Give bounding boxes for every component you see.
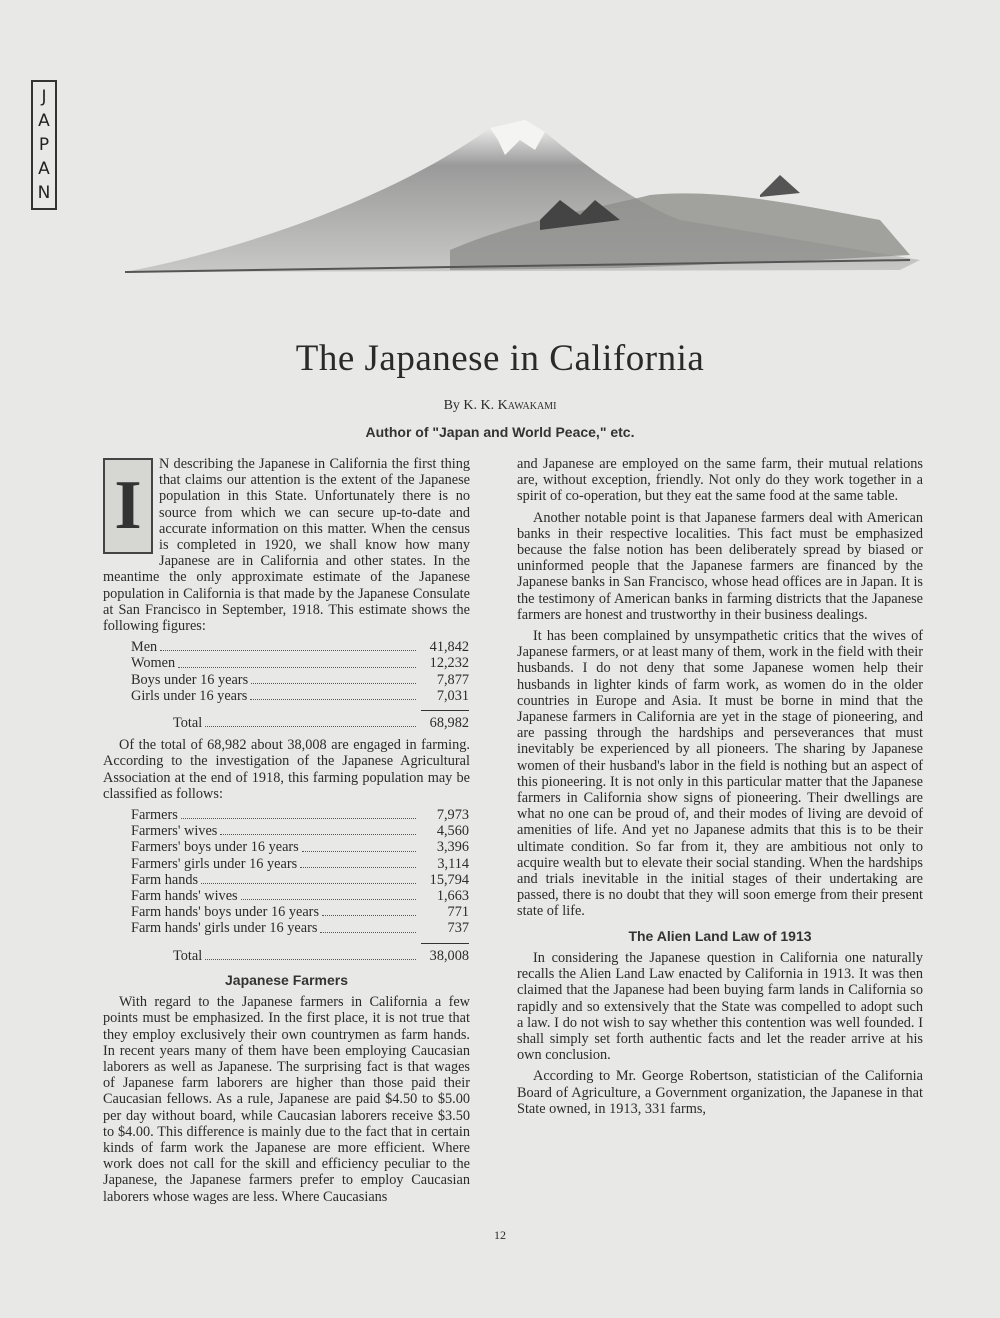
dot-leader <box>322 904 416 916</box>
dot-leader <box>201 872 416 884</box>
population-table <box>103 639 470 731</box>
dot-leader <box>205 948 416 960</box>
dot-leader <box>205 715 416 727</box>
row-label: Farm hands' girls under 16 years <box>131 920 318 937</box>
row-value: 41,842 <box>429 639 469 656</box>
label-letter: N <box>37 183 51 203</box>
dot-leader <box>320 920 416 932</box>
table-row <box>131 655 469 671</box>
byline-prefix: By K. K. <box>443 398 495 413</box>
dot-leader <box>181 807 416 819</box>
table-row <box>131 872 469 888</box>
row-label: Boys under 16 years <box>131 671 249 688</box>
table-row <box>131 904 469 920</box>
row-value: 38,008 <box>429 947 469 964</box>
row-value: 7,973 <box>436 807 469 824</box>
paragraph: With regard to the Japanese farmers in California a few points must be emphasized. In the first place, it is not true that they employ exclusively their own countrymen as farm hands. In recent years many of them have been employing Caucasian laborers as well as Japanese. The surprising fact is that wages of Japanese farm laborers are higher than those paid their Caucasian fellows. As a rule, Japanese are paid $4.50 to $5.00 per day without board, while Caucasian laborers receive $3.50 to $4.00. This difference is mainly due to the fact that in certain kinds of farm work the Japanese are more efficient. Where work does not call for the skill and efficiency peculiar to the Japanese, the Japanese farmers prefer to employ Caucasian laborers whose wages are less. Where Caucasians <box>103 994 470 1205</box>
sum-rule <box>421 943 469 944</box>
table-row <box>131 920 469 936</box>
row-value: 7,031 <box>436 687 469 704</box>
dot-leader <box>302 839 416 851</box>
row-value: 771 <box>447 904 469 921</box>
table-row <box>131 807 469 823</box>
row-value: 7,877 <box>436 671 469 688</box>
row-value: 1,663 <box>436 888 469 905</box>
label-letter: A <box>38 111 50 131</box>
row-label: Women <box>131 655 176 672</box>
table-total-row <box>173 715 469 731</box>
page-number: 12 <box>494 1228 506 1242</box>
row-label: Girls under 16 years <box>131 687 248 704</box>
row-label: Farmers' girls under 16 years <box>131 855 298 872</box>
intro-paragraph <box>103 456 470 634</box>
author-name: Kawakami <box>497 398 557 413</box>
dot-leader <box>241 888 416 900</box>
left-column <box>103 456 470 1210</box>
row-value: 737 <box>447 920 469 937</box>
label-letter: P <box>38 135 50 155</box>
row-value: 4,560 <box>436 823 469 840</box>
row-label: Farmers' boys under 16 years <box>131 839 299 856</box>
paragraph: and Japanese are employed on the same farm, their mutual relations are, without exception, friendly. Not only do they work together in a spirit of co-operation, but they eat the same food at the same table. <box>517 456 923 505</box>
byline <box>0 398 1000 414</box>
table-row <box>131 639 469 655</box>
table-row <box>131 888 469 904</box>
row-label: Farmers' wives <box>131 823 218 840</box>
mount-fuji-illustration <box>120 110 920 280</box>
farming-population-table <box>103 807 470 964</box>
paragraph: In considering the Japanese question in California one naturally recalls the Alien Land Law enacted by California in 1913. It was then claimed that the Japanese had been buying farm lands in California so rapidly and so extensively that the State was compelled to adopt such a law. I do not wish to say whether this contention was well founded. I shall simply set forth authentic facts and let the reader arrive at his own conclusion. <box>517 949 923 1064</box>
row-value: 15,794 <box>429 871 469 888</box>
row-label: Farm hands' boys under 16 years <box>131 904 320 921</box>
author-note: Author of "Japan and World Peace," etc. <box>365 424 635 440</box>
article-title: The Japanese in California <box>295 338 705 379</box>
row-label: Total <box>173 715 203 732</box>
section-heading: The Alien Land Law of 1913 <box>628 927 812 944</box>
section-heading: Japanese Farmers <box>225 971 348 988</box>
row-label: Farm hands <box>131 871 199 888</box>
row-value: 68,982 <box>429 715 469 732</box>
row-label: Farmers <box>131 807 178 824</box>
sum-rule <box>421 710 469 711</box>
row-label: Men <box>131 639 158 656</box>
row-label: Total <box>173 947 203 964</box>
dot-leader <box>250 688 416 700</box>
dot-leader <box>220 823 416 835</box>
paragraph: Another notable point is that Japanese farmers deal with American banks in their respective localities. This fact must be emphasized because the false notion has been deliberately spread by biased or uninformed people that the Japanese farmers are financed by the Japanese banks in San Francisco, whose head offices are in Japan. It is the testimony of American banks in farming districts that the Japanese farmers are honest and trustworthy in their business dealings. <box>517 509 923 623</box>
paragraph: According to Mr. George Robertson, statistician of the California Board of Agriculture, a Government organization, the Japanese in that State owned, in 1913, 331 farms, <box>517 1068 923 1117</box>
ornamental-dropcap: I <box>103 458 153 554</box>
row-value: 3,396 <box>436 839 469 856</box>
right-column <box>517 456 923 1122</box>
label-letter: A <box>38 159 50 179</box>
row-value: 3,114 <box>437 855 469 872</box>
dot-leader <box>300 856 416 868</box>
dot-leader <box>251 672 416 684</box>
table-total-row <box>173 948 469 964</box>
japan-section-label <box>31 80 57 210</box>
dot-leader <box>178 655 416 667</box>
label-letter: J <box>41 87 47 107</box>
table-row <box>131 839 469 855</box>
table-row <box>131 823 469 839</box>
row-label: Farm hands' wives <box>131 888 238 905</box>
paragraph: Of the total of 68,982 about 38,008 are engaged in farming. According to the investigation of the Japanese Agricultural Association at the end of 1918, this farming population may be classified as follows: <box>103 737 470 802</box>
table-row <box>131 856 469 872</box>
row-value: 12,232 <box>429 655 469 672</box>
table-row <box>131 672 469 688</box>
dot-leader <box>160 639 416 651</box>
table-row <box>131 688 469 704</box>
paragraph-text: N describing the Japanese in California the first thing that claims our attention is the extent of the Japanese population in this State. Unfortunately there is no source from which we can secure up-to-date and accurate information on this matter. When the census is completed in 1920, we shall know how many Japanese are in California and other states. In the meantime the only approximate estimate of the Japanese population in California is that made by the Japanese Consulate at San Francisco in September, 1918. This estimate shows the following figures: <box>103 456 470 635</box>
paragraph: It has been complained by unsympathetic critics that the wives of Japanese farmers, or at least many of them, work in the field with their husbands. I do not deny that some Japanese women help their husbands in lighter kinds of farm work, as women do in the older countries in Europe and Asia. It must be borne in mind that the Japanese farmers in California are yet in the stage of pioneering, and are passing through the hardships and perseverances that must inevitably be experienced by all pioneers. The sharing by Japanese women of their husband's labor in the field is nothing but an aspect of this pioneering. It is not only in this particular matter that the Japanese farmers in California show signs of pioneering. Their dwellings are what no one can be proud of, and their modes of living are devoid of amenities of life. And yet no Japanese admits that this is to be their ultimate condition. So far from it, they are ambitious not only to acquire wealth but to elevate their social standing. When the hardships and trials inevitable in the initial stages of their undertaking are passed, there is no doubt that they will soon emerge from their present state of life. <box>517 628 923 920</box>
